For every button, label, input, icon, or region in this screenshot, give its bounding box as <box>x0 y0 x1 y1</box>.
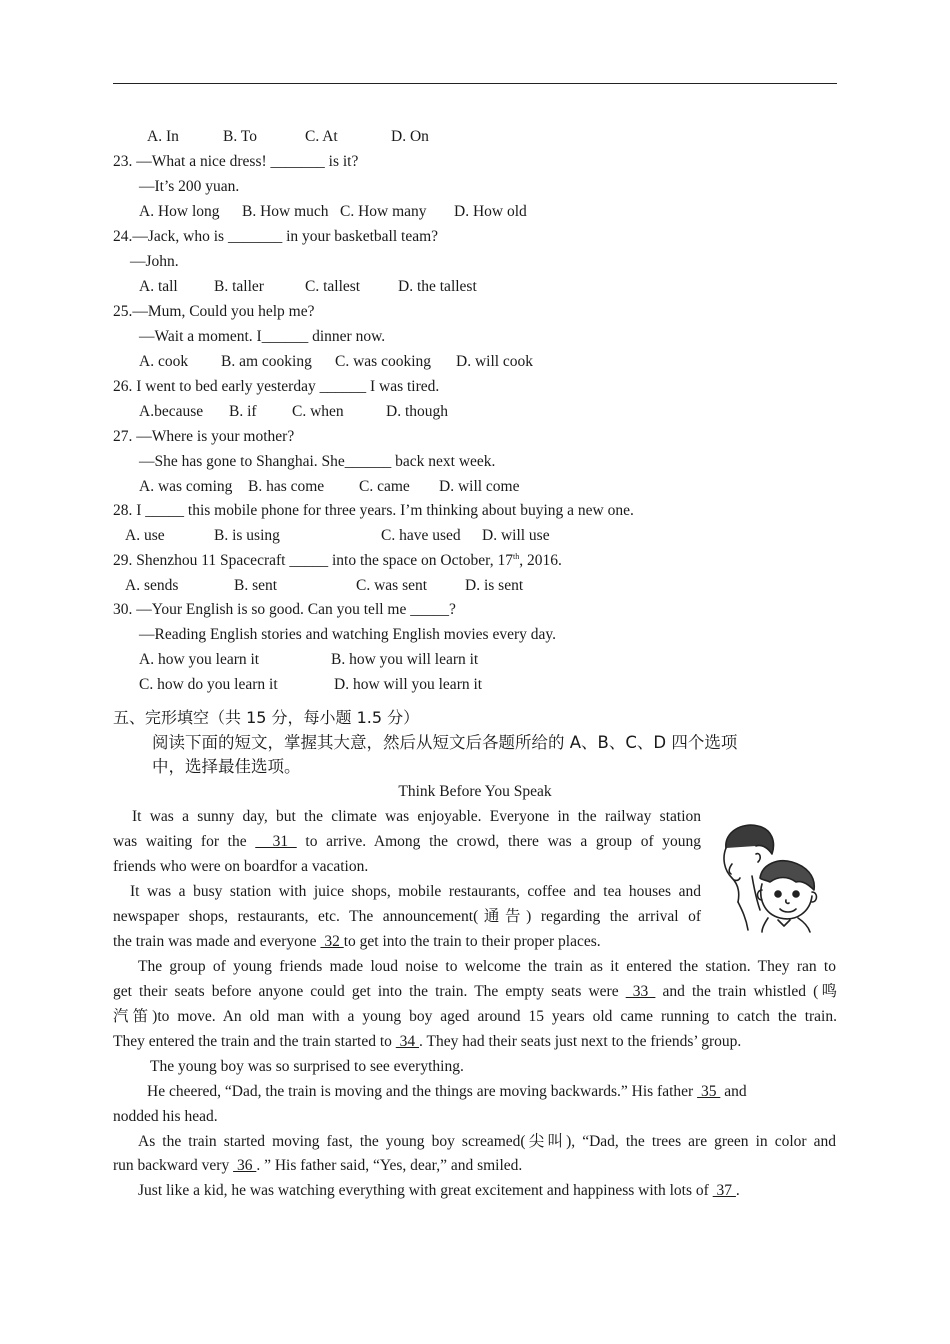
blank-37: 37 <box>712 1182 736 1199</box>
q28-option-d: D. will use <box>482 527 550 544</box>
p3-line4-a: They entered the train and the train started to <box>113 1033 396 1050</box>
section-instruction-line1: 阅读下面的短文，掌握其大意，然后从短文后各题所给的 A、B、C、D 四个选项 <box>152 733 738 752</box>
p2-line1: It was a busy station with juice shops, mobile restaurants, coffee and tea houses and <box>130 883 701 900</box>
p3-line1: The group of young friends made loud noise to welcome the train as it entered the station. They ran to <box>138 958 836 975</box>
p3-line3: 汽笛)to move. An old man with a young boy aged around 15 years old came running to catch the train. <box>113 1008 837 1025</box>
q29-option-b: B. sent <box>234 577 278 594</box>
q28-option-a: A. use <box>125 527 165 544</box>
blank-35: 35 <box>697 1083 721 1100</box>
q26-option-b: B. if <box>229 403 257 420</box>
q23-reply: —It’s 200 yuan. <box>139 178 240 195</box>
p1-line2-b: to arrive. Among the crowd, there was a group of young <box>296 833 702 850</box>
q29-stem-sup: th <box>512 551 520 561</box>
q30-option-b: B. how you will learn it <box>331 651 479 668</box>
p7-line1-b: . <box>735 1182 740 1199</box>
q24-reply: —John. <box>130 253 179 270</box>
q29-stem <box>113 548 837 573</box>
p1-line2 <box>113 829 701 854</box>
p7-line1-a: Just like a kid, he was watching everything with great excitement and happiness with lots of <box>138 1182 713 1199</box>
p5-line2: nodded his head. <box>113 1108 218 1125</box>
p1-line3: friends who were on boardfor a vacation. <box>113 858 369 875</box>
q27-option-d: D. will come <box>439 478 520 495</box>
q26-stem: 26. I went to bed early yesterday ______ I was tired. <box>113 378 440 395</box>
blank-36: 36 <box>233 1157 257 1174</box>
q23-option-a: A. How long <box>139 203 220 220</box>
q23-option-b: B. How much <box>242 203 329 220</box>
blank-31: 31 <box>255 833 297 850</box>
p2-line3-a: the train was made and everyone <box>113 933 321 950</box>
p7-line1 <box>138 1178 862 1203</box>
p5-line1-a: He cheered, “Dad, the train is moving and the things are moving backwards.” His father <box>147 1083 698 1100</box>
q30-option-d: D. how will you learn it <box>334 676 483 693</box>
q25-option-b: B. am cooking <box>221 353 312 370</box>
q25-option-c: C. was cooking <box>335 353 432 370</box>
q22-option-d: D. On <box>391 128 429 145</box>
q27-stem: 27. —Where is your mother? <box>113 428 295 445</box>
p4-line1: The young boy was so surprised to see everything. <box>150 1058 464 1075</box>
q25-option-d: D. will cook <box>456 353 534 370</box>
p3-line4 <box>113 1029 837 1054</box>
q26-option-a: A.because <box>139 403 204 420</box>
q30-option-a: A. how you learn it <box>139 651 260 668</box>
p6-line2-b: . ” His father said, “Yes, dear,” and smiled. <box>256 1157 523 1174</box>
q26-option-d: D. though <box>386 403 448 420</box>
q24-stem: 24.—Jack, who is _______ in your basketball team? <box>113 228 439 245</box>
q24-option-d: D. the tallest <box>398 278 477 295</box>
q24-option-b: B. taller <box>214 278 264 295</box>
p5-line1-b: and <box>720 1083 747 1100</box>
p5-line1 <box>147 1079 871 1104</box>
q22-option-c: C. At <box>305 128 338 145</box>
q29-option-d: D. is sent <box>465 577 524 594</box>
section-instruction-line2: 中，选择最佳选项。 <box>152 757 301 776</box>
q30-stem: 30. —Your English is so good. Can you tell me _____? <box>113 601 456 618</box>
q22-option-b: B. To <box>223 128 257 145</box>
q24-option-a: A. tall <box>139 278 178 295</box>
q23-option-c: C. How many <box>340 203 427 220</box>
q27-reply: —She has gone to Shanghai. She______ back next week. <box>139 453 496 470</box>
p6-line2 <box>113 1153 837 1178</box>
p3-line2 <box>113 979 837 1004</box>
p1-line2-a: was waiting for the <box>113 833 256 850</box>
blank-34: 34 <box>395 1033 420 1050</box>
blank-32: 32 <box>320 933 344 950</box>
p6-line1: As the train started moving fast, the young boy screamed(尖叫), “Dad, the trees are green in color and <box>138 1133 836 1150</box>
section-heading: 五、完形填空（共 15 分，每小题 1.5 分） <box>113 708 420 727</box>
q25-option-a: A. cook <box>139 353 189 370</box>
q29-option-c: C. was sent <box>356 577 428 594</box>
q22-option-a: A. In <box>147 128 179 145</box>
q26-option-c: C. when <box>292 403 344 420</box>
q23-option-d: D. How old <box>454 203 527 220</box>
q25-reply: —Wait a moment. I______ dinner now. <box>139 328 386 345</box>
p1-line1: It was a sunny day, but the climate was enjoyable. Everyone in the railway station <box>132 808 701 825</box>
q27-option-a: A. was coming <box>139 478 233 495</box>
passage-title: Think Before You Speak <box>398 783 552 800</box>
q28-stem: 28. I _____ this mobile phone for three years. I’m thinking about buying a new one. <box>113 502 634 519</box>
p2-line3-b: to get into the train to their proper places. <box>343 933 601 950</box>
p2-line2: newspaper shops, restaurants, etc. The announcement(通告) regarding the arrival of <box>113 908 701 925</box>
q28-option-b: B. is using <box>214 527 280 544</box>
q27-option-c: C. came <box>359 478 410 495</box>
p3-line2-b: and the train whistled (鸣 <box>655 983 838 1000</box>
q25-stem: 25.—Mum, Could you help me? <box>113 303 315 320</box>
q30-option-c: C. how do you learn it <box>139 676 278 693</box>
q27-option-b: B. has come <box>248 478 325 495</box>
q30-reply: —Reading English stories and watching English movies every day. <box>139 626 556 643</box>
p3-line2-a: get their seats before anyone could get into the train. The empty seats were <box>113 983 626 1000</box>
q28-option-c: C. have used <box>381 527 461 544</box>
man-and-boy-illustration <box>712 818 824 934</box>
q23-stem: 23. —What a nice dress! _______ is it? <box>113 153 359 170</box>
q29-option-a: A. sends <box>125 577 179 594</box>
q29-stem-end: , 2016. <box>519 552 562 569</box>
p3-line4-b: . They had their seats just next to the friends’ group. <box>419 1033 742 1050</box>
q24-option-c: C. tallest <box>305 278 361 295</box>
header-rule <box>113 83 837 84</box>
p6-line2-a: run backward very <box>113 1157 234 1174</box>
blank-33: 33 <box>625 983 656 1000</box>
q29-stem-main: 29. Shenzhou 11 Spacecraft _____ into the space on October, 17 <box>113 552 513 569</box>
